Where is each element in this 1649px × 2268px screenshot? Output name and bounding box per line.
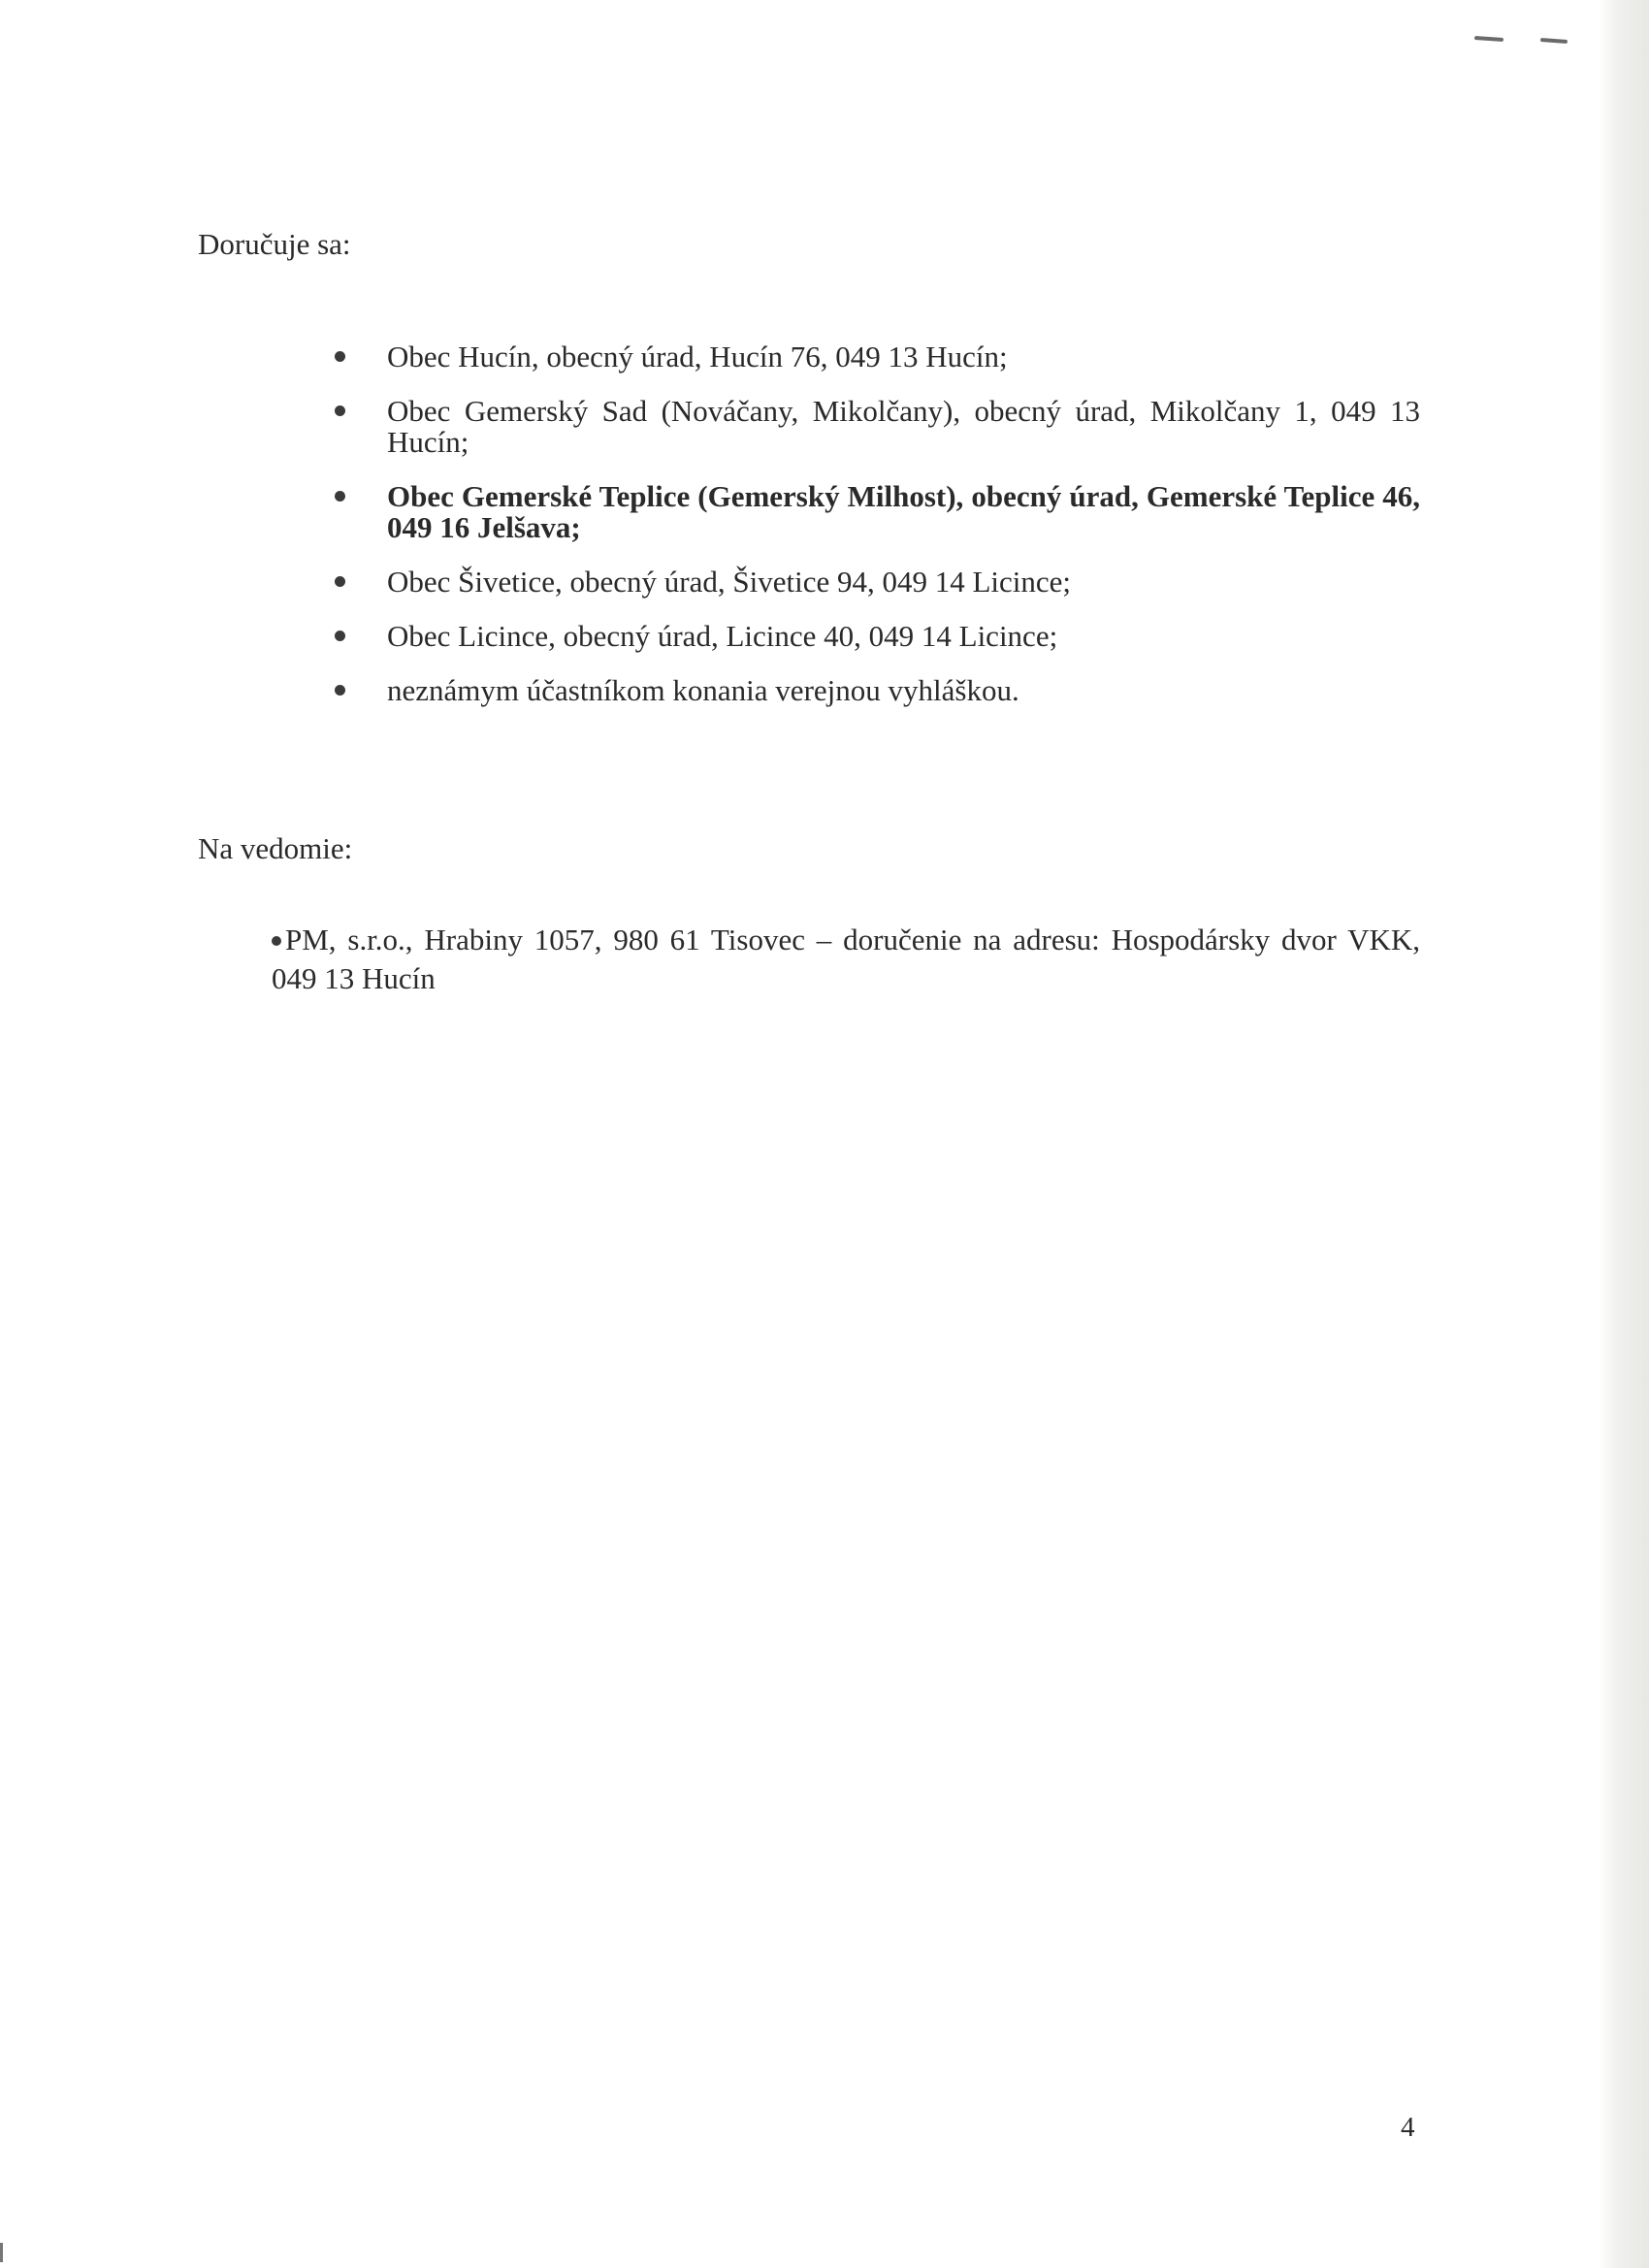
bullet-icon [272,936,281,946]
scan-mark [1474,36,1504,42]
bullet-icon [335,405,345,416]
recipient-item [336,396,1420,458]
bullet-icon [335,576,345,587]
bullet-icon [335,491,345,502]
cc-item [272,921,1420,998]
recipient-item [336,675,1420,706]
recipient-item-highlighted [336,481,1420,543]
recipient-item [336,621,1420,652]
recipient-text: Obec Gemerské Teplice (Gemerský Milhost), obecný úrad, Gemerské Teplice 46, 049 16 Jelšava; [387,479,1420,544]
scan-speck [0,2243,3,2262]
recipient-text: Obec Šivetice, obecný úrad, Šivetice 94, 049 14 Licince; [387,565,1072,599]
page-number: 4 [1401,2112,1415,2143]
cc-heading: Na vedomie: [198,831,353,865]
recipient-text: Obec Licince, obecný úrad, Licince 40, 049 14 Licince; [387,619,1058,653]
scan-mark [1540,38,1568,44]
bullet-icon [335,685,345,696]
recipients-list [336,341,1420,729]
bullet-icon [335,631,345,641]
recipient-text: neznámym účastníkom konania verejnou vyhláškou. [387,673,1019,707]
recipient-text: Obec Hucín, obecný úrad, Hucín 76, 049 13 Hucín; [387,340,1008,373]
recipient-item [336,341,1420,373]
cc-text: PM, s.r.o., Hrabiny 1057, 980 61 Tisovec – doručenie na adresu: Hospodársky dvor VKK, 049 13 Hucín [272,923,1420,995]
scan-edge-shadow [1599,0,1649,2268]
recipient-item [336,567,1420,598]
recipients-heading: Doručuje sa: [198,227,351,261]
recipient-text: Obec Gemerský Sad (Nováčany, Mikolčany), obecný úrad, Mikolčany 1, 049 13 Hucín; [387,394,1420,459]
bullet-icon [335,351,345,362]
